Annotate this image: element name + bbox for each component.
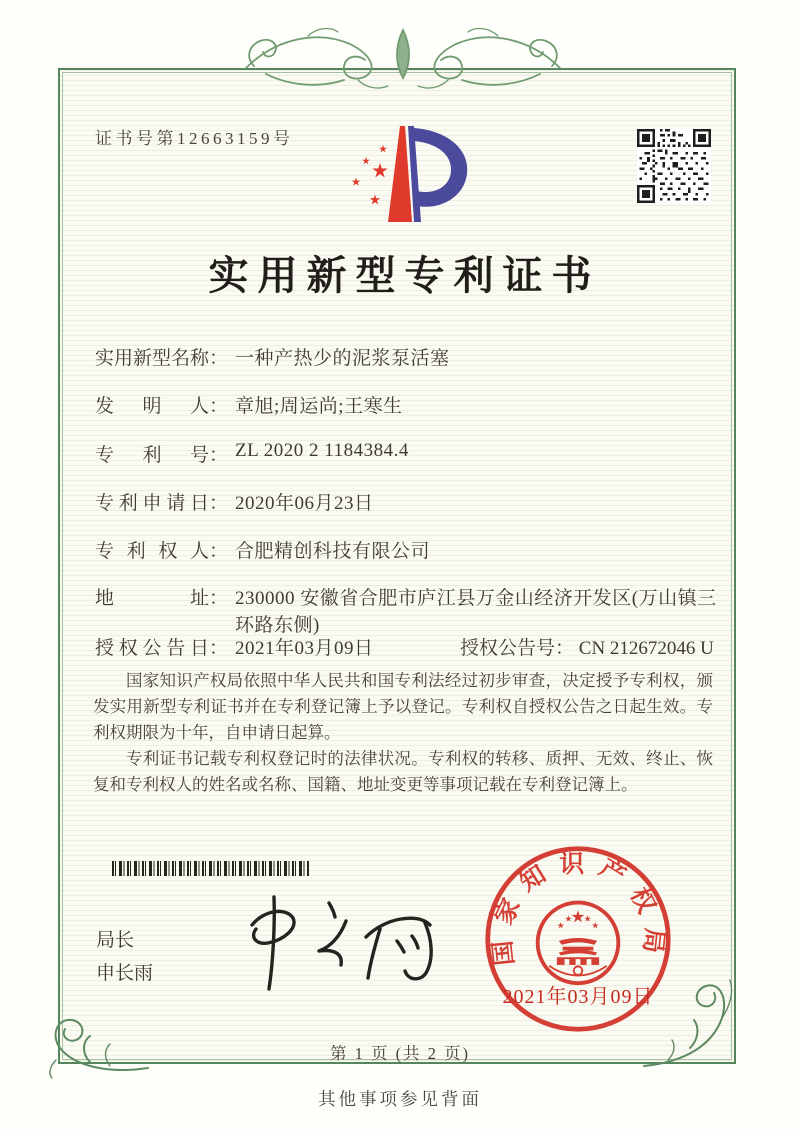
field-colon: ： [209, 348, 229, 369]
field-row-inventors [95, 391, 717, 418]
field-label: 专利申请日 [95, 493, 209, 514]
field-row-utility-model-name [95, 343, 717, 370]
field-label: 地址 [95, 588, 209, 609]
back-side-note: 其他事项参见背面 [318, 1089, 482, 1109]
field-colon: ： [209, 588, 229, 609]
field-label: 实用新型名称 [95, 348, 210, 369]
field-row-patent-number [95, 440, 717, 467]
page-number: 第 1 页 (共 2 页) [329, 1044, 471, 1063]
top-flourish-ornament [238, 14, 568, 94]
certificate-number: 证书号第12663159号 [95, 129, 294, 148]
field-colon: ： [209, 493, 229, 514]
field-value: ZL 2020 2 1184384.4 [235, 440, 409, 461]
barcode [112, 861, 310, 876]
field-row-address [95, 583, 717, 637]
field-row-patentee [95, 536, 717, 563]
field-label: 授权公告号 [460, 638, 556, 659]
field-colon: ： [209, 396, 229, 417]
legal-text [93, 668, 713, 798]
qr-code [637, 129, 711, 203]
commissioner-name: 申长雨 [96, 963, 154, 984]
seal-date: 2021年03月09日 [502, 986, 654, 1008]
field-value: 一种产热少的泥浆泵活塞 [235, 348, 450, 369]
field-value: 合肥精创科技有限公司 [235, 541, 431, 562]
legal-paragraph-1: 国家知识产权局依照中华人民共和国专利法经过初步审查，决定授予专利权，颁发实用新型专利证书并在专利登记簿上予以登记。专利权自授权公告之日起生效。专利权期限为十年，自申请日起算。 [93, 671, 713, 742]
field-label: 发明人 [95, 396, 209, 417]
commissioner-title: 局长 [96, 930, 135, 951]
page-title: 实用新型专利证书 [208, 253, 601, 298]
field-row-grant-number [460, 633, 714, 660]
seal-agency-text: 国家知识产权局 [488, 850, 668, 967]
field-colon: ： [209, 445, 229, 466]
field-colon: ： [555, 638, 575, 659]
field-label: 专利权人 [95, 541, 209, 562]
field-row-filing-date [95, 488, 717, 515]
field-label: 授权公告日 [95, 638, 209, 659]
field-colon: ： [209, 541, 229, 562]
field-value: 2021年03月09日 [235, 638, 374, 659]
field-label: 专利号 [95, 445, 209, 466]
field-value: 章旭;周运尚;王寒生 [235, 396, 403, 417]
field-value: CN 212672046 U [578, 638, 714, 659]
field-value: 2020年06月23日 [235, 493, 374, 514]
national-emblem-icon [538, 903, 619, 984]
cnipa-logo-icon [333, 118, 478, 232]
legal-paragraph-2: 专利证书记载专利权登记时的法律状况。专利权的转移、质押、无效、终止、恢复和专利权人的姓名或名称、国籍、地址变更等事项记载在专利登记簿上。 [93, 749, 713, 794]
field-value: 230000 安徽省合肥市庐江县万金山经济开发区(万山镇三环路东侧) [235, 588, 717, 636]
field-colon: ： [209, 638, 229, 659]
signature-handwriting [222, 885, 437, 995]
